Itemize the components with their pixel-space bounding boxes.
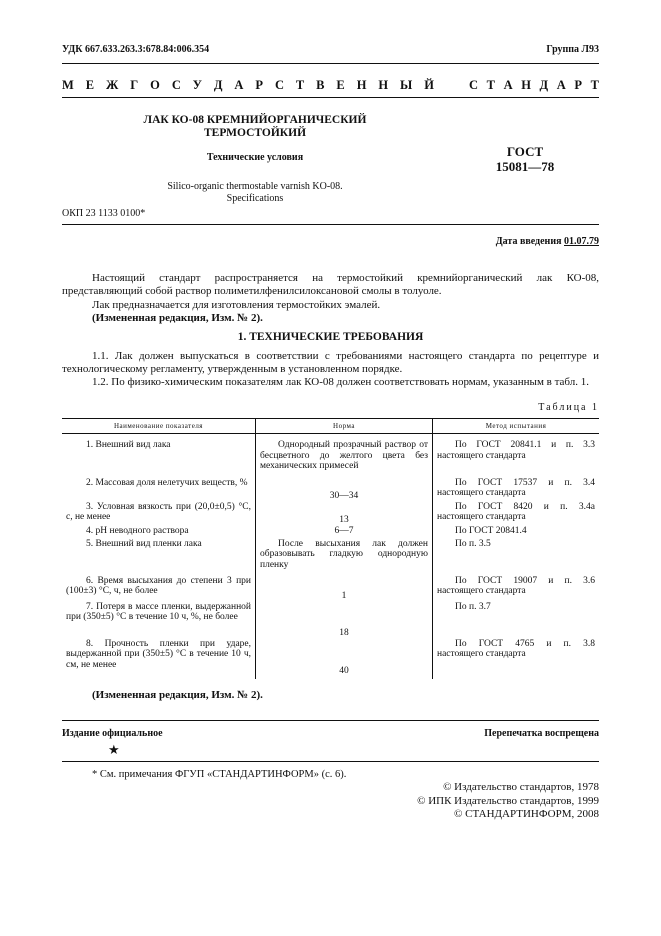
banner-letter: Т: [486, 78, 495, 92]
row-6-indicator: 6. Время высыхания до степени 3 при (100±3) °С, ч, не более: [66, 575, 251, 596]
banner-letter: Г: [130, 78, 139, 92]
english-title-line-1: Silico-organic thermostable varnish KO-08.: [167, 181, 343, 192]
banner-letter: У: [192, 78, 202, 92]
banner-letter: С: [274, 78, 284, 92]
table-row: [62, 602, 599, 639]
english-title: [120, 181, 390, 205]
banner-divider: [62, 97, 599, 98]
paragraph-1-1: 1.1. Лак должен выпускаться в соответствии с требованиями настоящего стандарта по рецептуре и технологическому регламенту, утвержденным в установленном порядке.: [62, 350, 599, 375]
document-title: [120, 114, 390, 140]
row-1-norm: Однородный прозрачный раствор от бесцветного до желтого цвета без механических примесей: [256, 434, 433, 478]
table-caption: Таблица 1: [538, 402, 599, 413]
banner-letter: М: [62, 78, 74, 92]
row-7-indicator: 7. Потеря в массе пленки, выдержанной при (350±5) °С в течение 10 ч, %, не более: [66, 601, 251, 622]
title-line-1: ЛАК КО-08 КРЕМНИЙОРГАНИЧЕСКИЙ: [143, 114, 367, 126]
table-row: [62, 478, 599, 502]
banner-letter: С: [469, 78, 479, 92]
gost-number: [470, 144, 580, 174]
column-header-method: Метод испытания: [433, 419, 600, 434]
banner-letter: Р: [255, 78, 264, 92]
table-row: [62, 576, 599, 602]
banner-letter: В: [316, 78, 325, 92]
reprint-prohibited-label: Перепечатка воспрещена: [484, 728, 599, 739]
group-code: Группа Л93: [546, 44, 599, 55]
copyright-line-2: © ИПК Издательство стандартов, 1999: [417, 795, 599, 807]
gost-code: 15081—78: [495, 159, 555, 174]
banner-letter: Н: [521, 78, 531, 92]
english-title-line-2: Specifications: [226, 193, 284, 204]
table-amendment-note: (Измененная редакция, Изм. № 2).: [92, 689, 263, 701]
row-8-method: По ГОСТ 4765 и п. 3.8 настоящего стандарта: [437, 638, 595, 659]
banner-letter: С: [171, 78, 181, 92]
specification-table: [62, 418, 599, 679]
row-4-method: По ГОСТ 20841.4: [455, 525, 527, 536]
footnote: * См. примечания ФГУП «СТАНДАРТИНФОРМ» (с. 6).: [92, 769, 347, 780]
table-header-row: [62, 419, 599, 434]
banner-word-interstate: [62, 78, 434, 93]
introduction-date: [496, 236, 599, 247]
footer-divider: [62, 720, 599, 721]
copyright-line-1: © Издательство стандартов, 1978: [443, 781, 599, 793]
gost-label: ГОСТ: [506, 144, 544, 159]
introduction-date-value: 01.07.79: [564, 236, 599, 247]
column-header-norm: Норма: [256, 419, 433, 434]
top-divider: [62, 63, 599, 64]
row-2-method: По ГОСТ 17537 и п. 3.4 настоящего стандарта: [437, 477, 595, 498]
row-3-method: По ГОСТ 8420 и п. 3.4а настоящего стандарта: [437, 501, 595, 522]
footnote-divider: [62, 761, 599, 762]
banner-letter: Ы: [400, 78, 413, 92]
introduction-date-label: Дата введения: [495, 236, 564, 247]
banner-letter: Т: [590, 78, 599, 92]
banner-letter: Е: [85, 78, 95, 92]
banner-letter: Й: [424, 78, 434, 92]
banner-letter: Д: [213, 78, 223, 92]
row-6-method: По ГОСТ 19007 и п. 3.6 настоящего стандарта: [437, 575, 595, 596]
paragraph-scope: Настоящий стандарт распространяется на термостойкий кремнийорганический лак КО-08, представляющий собой раствор полиметилфенилсилоксановой смолы в толуоле.: [62, 272, 599, 297]
row-4-indicator: 4. pH неводного раствора: [86, 525, 189, 536]
interstate-standard-banner: [62, 78, 599, 93]
row-7-norm: 18: [256, 602, 433, 639]
row-1-indicator: 1. Внешний вид лака: [86, 440, 171, 450]
banner-letter: Т: [295, 78, 305, 92]
row-5-method: По п. 3.5: [455, 538, 491, 549]
table-row: [62, 434, 599, 478]
banner-letter: Ж: [106, 78, 119, 92]
banner-letter: Р: [574, 78, 582, 92]
row-6-norm: 1: [256, 576, 433, 602]
row-3-indicator: 3. Условная вязкость при (20,0±0,5) °С, с, не менее: [66, 501, 251, 522]
copyright-line-3: © СТАНДАРТИНФОРМ, 2008: [454, 808, 599, 820]
okp-divider: [62, 224, 599, 225]
paragraph-purpose: Лак предназначается для изготовления термостойких эмалей.: [92, 299, 381, 311]
section-heading: 1. ТЕХНИЧЕСКИЕ ТРЕБОВАНИЯ: [237, 331, 424, 343]
paragraph-amendment: (Измененная редакция, Изм. № 2).: [92, 312, 263, 324]
row-1-method: По ГОСТ 20841.1 и п. 3.3 настоящего стандарта: [437, 440, 595, 461]
official-edition-label: Издание официальное: [62, 728, 163, 739]
okp-code: ОКП 23 1133 0100*: [62, 208, 146, 219]
row-5-indicator: 5. Внешний вид пленки лака: [86, 538, 202, 549]
table-row: [62, 502, 599, 526]
banner-letter: А: [234, 78, 244, 92]
banner-letter: Д: [539, 78, 549, 92]
udc-code: УДК 667.633.263.3:678.84:006.354: [62, 44, 210, 55]
document-subtitle: Технические условия: [206, 152, 304, 163]
row-3-norm: 13: [256, 502, 433, 526]
row-2-norm: 30—34: [256, 478, 433, 502]
row-7-method: По п. 3.7: [455, 601, 491, 612]
banner-word-standard: [469, 78, 599, 93]
banner-letter: Е: [336, 78, 345, 92]
banner-letter: Н: [378, 78, 389, 92]
row-8-indicator: 8. Прочность пленки при ударе, выдержанной при (350±5) °С в течение 10 ч, см, не менее: [66, 638, 251, 670]
table-row: [62, 539, 599, 576]
paragraph-1-2: 1.2. По физико-химическим показателям лак КО-08 должен соответствовать нормам, указанным в табл. 1.: [92, 376, 589, 388]
star-icon: ★: [108, 742, 120, 757]
row-4-norm: 6—7: [256, 526, 433, 539]
table-row: [62, 526, 599, 539]
table-row: [62, 639, 599, 679]
banner-letter: О: [150, 78, 160, 92]
row-2-indicator: 2. Массовая доля нелетучих веществ, %: [86, 477, 248, 488]
row-8-norm: 40: [256, 639, 433, 679]
banner-letter: А: [503, 78, 513, 92]
title-line-2: ТЕРМОСТОЙКИЙ: [203, 127, 307, 139]
column-header-indicator: Наименование показателя: [62, 419, 256, 434]
row-5-norm: После высыхания лак должен образовывать гладкую однородную пленку: [256, 539, 433, 576]
banner-letter: Н: [356, 78, 367, 92]
banner-letter: А: [556, 78, 566, 92]
